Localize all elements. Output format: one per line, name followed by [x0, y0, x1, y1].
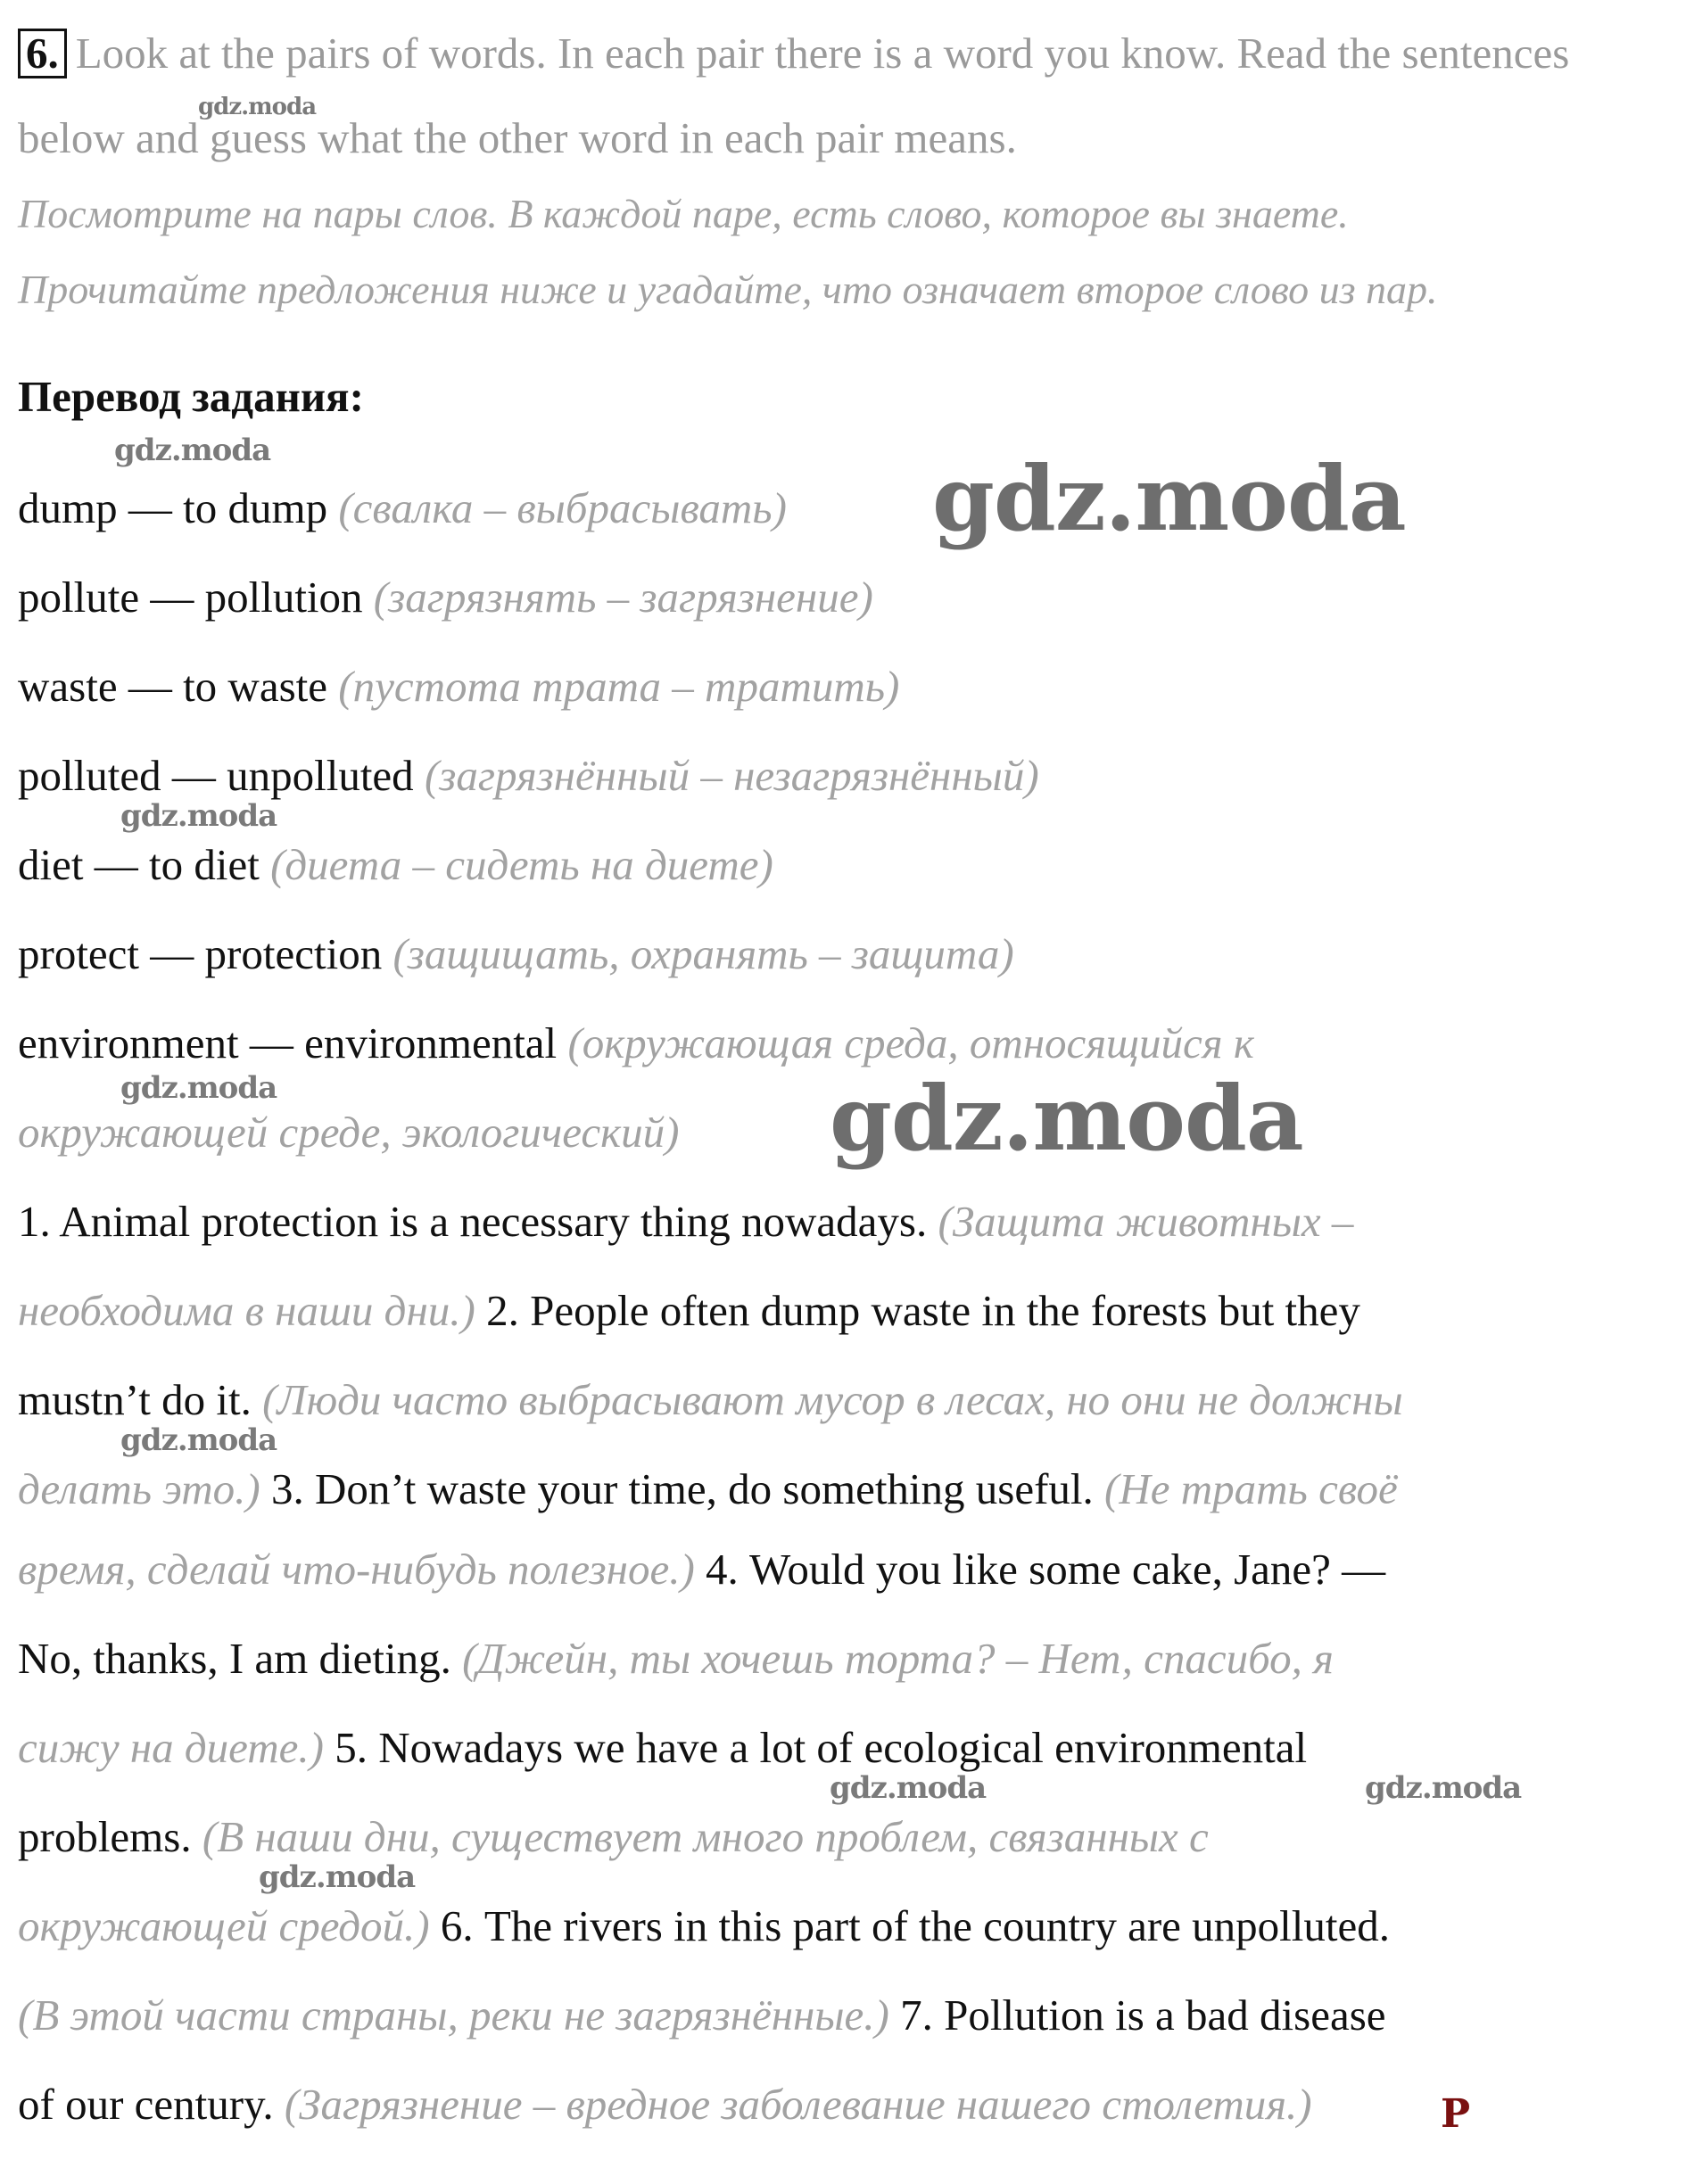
sentence-en: 2. People often dump waste in the forests but they [486, 1286, 1360, 1335]
sentence-line [18, 1284, 1360, 1338]
sentence-ru: (Защита животных – [938, 1197, 1354, 1246]
sentence-line [18, 1989, 1386, 2042]
task-number: 6. [18, 29, 67, 78]
sentence-en: of our century. [18, 2080, 274, 2129]
watermark: gdz.moda [120, 1422, 277, 1458]
sentence-ru: делать это.) [18, 1464, 260, 1513]
task-instruction-line-2: below and guess what the other word in each pair means. [18, 113, 1017, 162]
sentence-ru: необходима в наши дни.) [18, 1286, 475, 1335]
pair-row [18, 749, 1039, 803]
pair-row [18, 571, 873, 624]
pair-ru: (окружающая среда, относящийся к [567, 1018, 1254, 1067]
sentence-line [18, 1195, 1353, 1249]
sentence-line [18, 1373, 1403, 1427]
pair-ru: (загрязнённый – незагрязнённый) [424, 751, 1039, 800]
sentence-line [18, 1810, 1209, 1864]
sentence-ru: время, сделай что-нибудь полезное.) [18, 1545, 695, 1594]
sentence-en: 6. The rivers in this part of the country are unpolluted. [440, 1901, 1390, 1950]
sentence-en: problems. [18, 1812, 192, 1861]
corner-mark: Р [1441, 2091, 1470, 2137]
sentence-ru: сижу на диете.) [18, 1723, 324, 1772]
sentence-ru: (Загрязнение – вредное заболевание нашего столетия.) [284, 2080, 1312, 2129]
watermark: gdz.moda [830, 1066, 1303, 1171]
watermark: gdz.moda [114, 433, 271, 468]
pair-row [18, 660, 899, 713]
sentence-en: 7. Pollution is a bad disease [900, 1990, 1386, 2040]
pair-en: environment — environmental [18, 1018, 558, 1067]
sentence-en: 3. Don’t waste your time, do something useful. [270, 1464, 1094, 1513]
task-ru-line-2: Прочитайте предложения ниже и угадайте, что означает второе слово из пар. [18, 267, 1438, 312]
sentence-en: 1. Animal protection is a necessary thing nowadays. [18, 1197, 928, 1246]
watermark: gdz.moda [120, 1070, 277, 1106]
sentence-en: No, thanks, I am dieting. [18, 1634, 451, 1683]
sentence-line [18, 1900, 1390, 1953]
watermark: gdz.moda [120, 798, 277, 834]
sentence-ru: (В этой части страны, реки не загрязнённые.) [18, 1990, 889, 2040]
sentence-ru: (В наши дни, существует много проблем, связанных с [202, 1812, 1209, 1861]
sentence-en: mustn’t do it. [18, 1375, 252, 1424]
pair-en: diet — to diet [18, 840, 260, 889]
pair-row [18, 838, 773, 892]
watermark: gdz.moda [198, 94, 317, 120]
sentence-line [18, 1632, 1334, 1685]
sentence-line [18, 1721, 1307, 1775]
sentence-ru: (Джейн, ты хочешь торта? – Нет, спасибо, я [462, 1634, 1334, 1683]
translation-heading: Перевод задания: [18, 372, 364, 421]
task-instruction-line-1 [18, 27, 1569, 80]
sentence-en: 4. Would you like some cake, Jane? — [706, 1545, 1386, 1594]
watermark: gdz.moda [932, 446, 1406, 551]
task-ru-line-1: Посмотрите на пары слов. В каждой паре, есть слово, которое вы знаете. [18, 191, 1349, 236]
pair-en: protect — protection [18, 929, 383, 978]
watermark: gdz.moda [830, 1770, 987, 1806]
sentence-ru: (Люди часто выбрасывают мусор в лесах, но они не должны [262, 1375, 1403, 1424]
sentence-ru: (Не трать своё [1104, 1464, 1398, 1513]
instruction-text: Look at the pairs of words. In each pair there is a word you know. Read the sentences [75, 29, 1570, 78]
watermark: gdz.moda [259, 1859, 416, 1895]
pair-en: dump — to dump [18, 483, 328, 532]
sentence-line [18, 1463, 1398, 1516]
sentence-ru: окружающей средой.) [18, 1901, 430, 1950]
pair-row [18, 1017, 1254, 1070]
pair-ru: (пустота трата – тратить) [338, 662, 900, 711]
pair-row [18, 482, 787, 535]
pair-ru: (загрязнять – загрязнение) [373, 573, 873, 622]
pair-en: polluted — unpolluted [18, 751, 414, 800]
sentence-line [18, 1543, 1385, 1596]
pair-en: pollute — pollution [18, 573, 363, 622]
sentence-line [18, 2078, 1312, 2131]
pair-continuation: окружающей среде, экологический) [18, 1108, 680, 1157]
pair-ru: (свалка – выбрасывать) [338, 483, 787, 532]
watermark: gdz.moda [1365, 1770, 1522, 1806]
pair-ru: (защищать, охранять – защита) [393, 929, 1014, 978]
pair-en: waste — to waste [18, 662, 327, 711]
pair-ru: (диета – сидеть на диете) [270, 840, 773, 889]
sentence-en: 5. Nowadays we have a lot of ecological environmental [335, 1723, 1308, 1772]
pair-row [18, 927, 1014, 981]
